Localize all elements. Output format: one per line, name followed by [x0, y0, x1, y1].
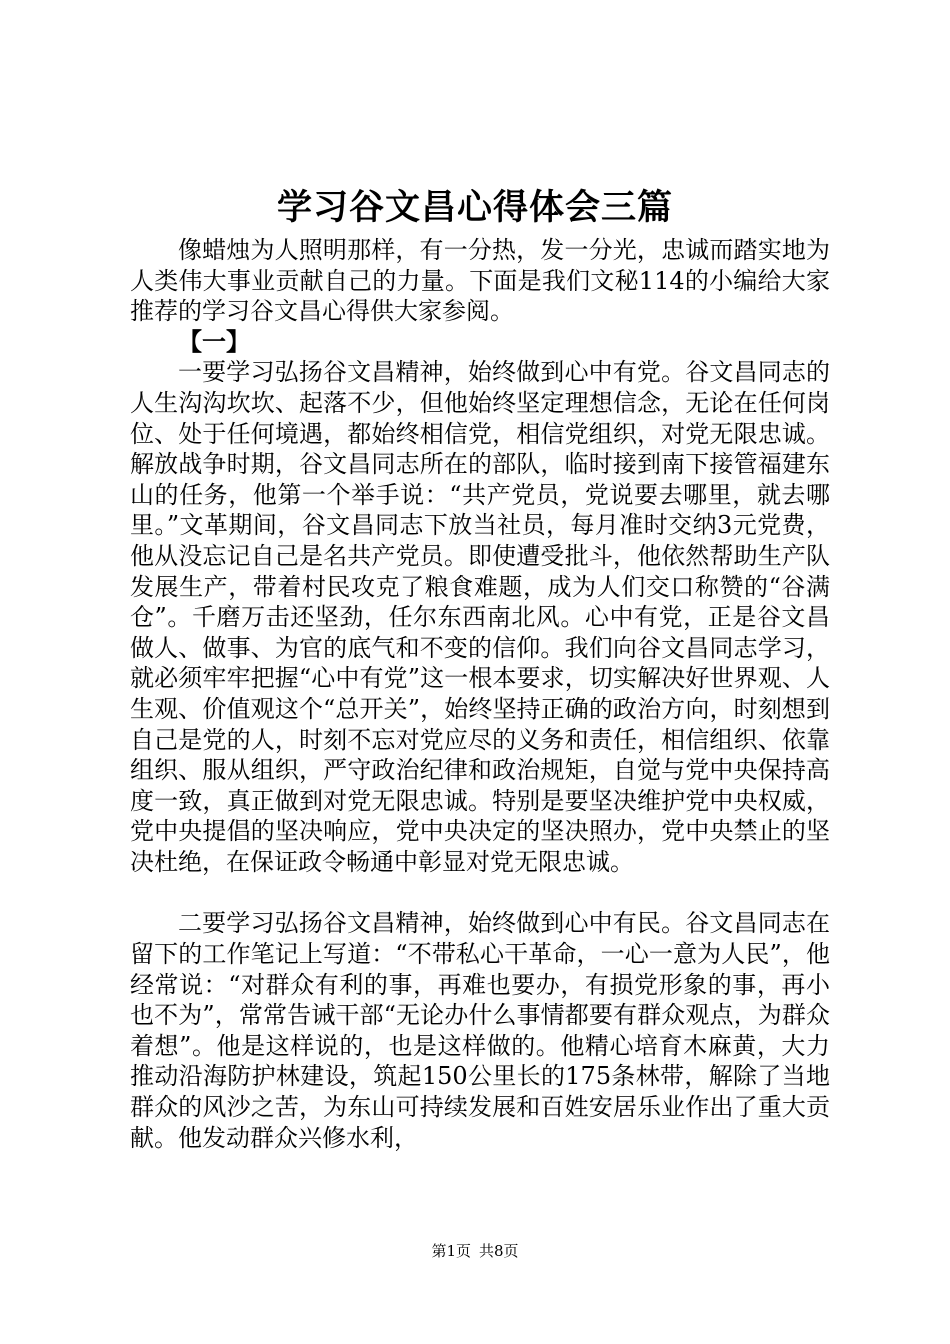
page-footer	[0, 1241, 950, 1261]
page-number: 第1页	[431, 1242, 471, 1260]
document-body	[130, 235, 830, 1153]
body-paragraph-1: 一要学习弘扬谷文昌精神，始终做到心中有党。谷文昌同志的人生沟沟坎坎、起落不少，但他始终坚定理想信念，无论在任何岗位、处于任何境遇，都始终相信党，相信党组织，对党无限忠诚。解放战争时期，谷文昌同志所在的部队，临时接到南下接管福建东山的任务，他第一个举手说：“共产党员，党说要去哪里，就去哪里。”文革期间，谷文昌同志下放当社员，每月准时交纳3元党费，他从没忘记自己是名共产党员。即使遭受批斗，他依然帮助生产队发展生产，带着村民攻克了粮食难题，成为人们交口称赞的“谷满仓”。千磨万击还坚劲，任尔东西南北风。心中有党，正是谷文昌做人、做事、为官的底气和不变的信仰。我们向谷文昌同志学习，就必须牢牢把握“心中有党”这一根本要求，切实解决好世界观、人生观、价值观这个“总开关”，始终坚持正确的政治方向，时刻想到自己是党的人，时刻不忘对党应尽的义务和责任，相信组织、依靠组织、服从组织，严守政治纪律和政治规矩，自觉与党中央保持高度一致，真正做到对党无限忠诚。特别是要坚决维护党中央权威，党中央提倡的坚决响应，党中央决定的坚决照办，党中央禁止的坚决杜绝，在保证政令畅通中彰显对党无限忠诚。	[130, 358, 830, 876]
page-total: 共8页	[479, 1242, 519, 1260]
document-title: 学习谷文昌心得体会三篇	[276, 187, 673, 228]
body-paragraph-2: 二要学习弘扬谷文昌精神，始终做到心中有民。谷文昌同志在留下的工作笔记上写道：“不带私心干革命，一心一意为人民”，他经常说：“对群众有利的事，再难也要办，有损党形象的事，再小也不为”，常常告诫干部“无论办什么事情都要有群众观点，为群众着想”。他是这样说的，也是这样做的。他精心培育木麻黄，大力推动沿海防护林建设，筑起150公里长的175条林带，解除了当地群众的风沙之苦，为东山可持续发展和百姓安居乐业作出了重大贡献。他发动群众兴修水利，	[130, 909, 830, 1152]
paragraph-spacer	[130, 877, 830, 908]
intro-paragraph: 像蜡烛为人照明那样，有一分热，发一分光，忠诚而踏实地为人类伟大事业贡献自己的力量。下面是我们文秘114的小编给大家推荐的学习谷文昌心得供大家参阅。	[130, 236, 830, 326]
section-heading: 【一】	[178, 326, 250, 356]
